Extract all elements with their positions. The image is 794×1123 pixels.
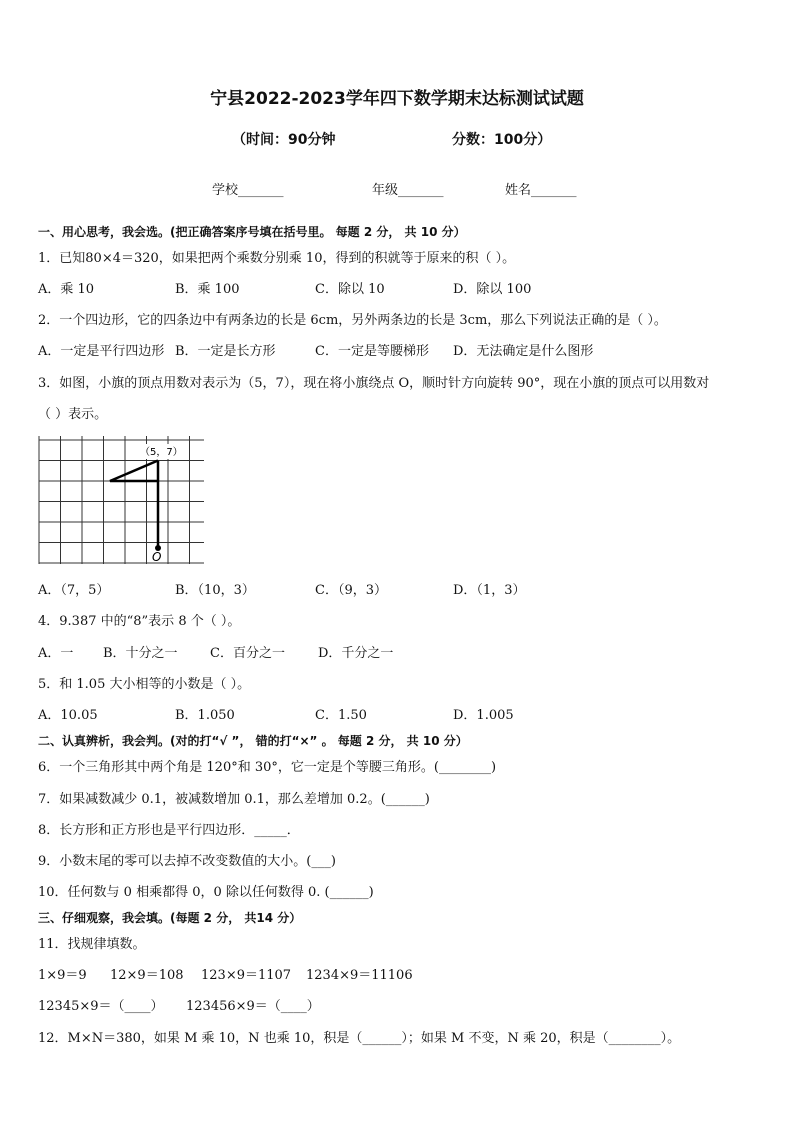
point-o-label: O <box>152 550 162 564</box>
section-3-heading: 三、仔细观察，我会填。(每题 2 分， 共14 分） <box>38 911 302 925</box>
q2-stem: 2．一个四边形，它的四条边中有两条边的长是 6cm，另外两条边的长是 3cm，那么下列说法正确的是（ ）。 <box>38 313 667 328</box>
q1-option-b: B．乘 100 <box>175 282 240 297</box>
q11-equation-3: 123×9＝1107 <box>201 968 292 983</box>
q4-stem: 4．9.387 中的“8”表示 8 个（ ）。 <box>38 614 241 629</box>
grade-field: 年级_______ <box>372 183 444 198</box>
q11-equation-1: 1×9＝9 <box>38 968 87 983</box>
q3-option-c: C．（9，3） <box>315 583 387 598</box>
q2-option-b: B．一定是长方形 <box>175 344 276 359</box>
flag-triangle <box>110 461 158 482</box>
q10-stem: 10．任何数与 0 相乘都得 0，0 除以任何数得 0. (______) <box>38 885 374 900</box>
q11-equation-2: 12×9＝108 <box>110 968 184 983</box>
q3-option-d: D．（1，3） <box>453 583 526 598</box>
q12-stem: 12．M×N＝380，如果 M 乘 10，N 也乘 10，积是（______）；如果 M 不变，N 乘 20，积是（________）。 <box>38 1031 681 1046</box>
q6-stem: 6．一个三角形其中两个角是 120°和 30°，它一定是个等腰三角形。(________) <box>38 760 497 775</box>
exam-score: 分数：100分） <box>452 132 552 148</box>
q1-option-a: A．乘 10 <box>38 282 95 297</box>
q8-stem: 8．长方形和正方形也是平行四边形．_____． <box>38 823 300 838</box>
q3-stem-line1: 3．如图，小旗的顶点用数对表示为（5，7），现在将小旗绕点 O，顺时针方向旋转 90°，现在小旗的顶点可以用数对 <box>38 376 710 391</box>
q4-option-d: D．千分之一 <box>318 646 394 661</box>
q11-blank-2: 123456×9＝（____） <box>186 999 320 1014</box>
q4-option-c: C．百分之一 <box>210 646 285 661</box>
page-title: 宁县2022-2023学年四下数学期末达标测试试题 <box>210 89 584 109</box>
q11-stem: 11．找规律填数。 <box>38 937 146 952</box>
q11-equation-4: 1234×9＝11106 <box>306 968 413 983</box>
q9-stem: 9．小数末尾的零可以去掉不改变数值的大小。(___) <box>38 854 336 869</box>
exam-time: （时间：90分钟 <box>232 132 336 148</box>
q1-option-c: C．除以 10 <box>315 282 385 297</box>
q5-option-b: B．1.050 <box>175 708 235 723</box>
q5-option-a: A．10.05 <box>38 708 98 723</box>
q4-option-b: B．十分之一 <box>103 646 178 661</box>
flag-vertex-label: （5，7） <box>140 447 183 458</box>
section-2-heading: 二、认真辨析，我会判。(对的打“√ ”， 错的打“×” 。 每题 2 分， 共 10 分） <box>38 734 468 748</box>
q7-stem: 7．如果减数减少 0.1，被减数增加 0.1，那么差增加 0.2。(______) <box>38 792 430 807</box>
school-field: 学校_______ <box>212 183 284 198</box>
name-field: 姓名_______ <box>505 183 577 198</box>
q5-option-c: C．1.50 <box>315 708 367 723</box>
q3-option-b: B．（10，3） <box>175 583 255 598</box>
q11-blank-1: 12345×9＝（____） <box>38 999 164 1014</box>
q3-option-a: A．（7，5） <box>38 583 110 598</box>
q4-option-a: A．一 <box>38 646 74 661</box>
q2-option-c: C．一定是等腰梯形 <box>315 344 429 359</box>
q5-option-d: D．1.005 <box>453 708 514 723</box>
q2-option-d: D．无法确定是什么图形 <box>453 344 594 359</box>
q1-option-d: D．除以 100 <box>453 282 532 297</box>
q1-stem: 1．已知80×4＝320，如果把两个乘数分别乘 10，得到的积就等于原来的积（ ）。 <box>38 251 516 266</box>
section-1-heading: 一、用心思考，我会选。(把正确答案序号填在括号里。 每题 2 分， 共 10 分） <box>38 225 466 239</box>
q5-stem: 5．和 1.05 大小相等的小数是（ ）。 <box>38 677 251 692</box>
q3-stem-line2: （ ）表示。 <box>38 407 108 422</box>
q3-grid-figure <box>36 436 206 570</box>
q2-option-a: A．一定是平行四边形 <box>38 344 165 359</box>
